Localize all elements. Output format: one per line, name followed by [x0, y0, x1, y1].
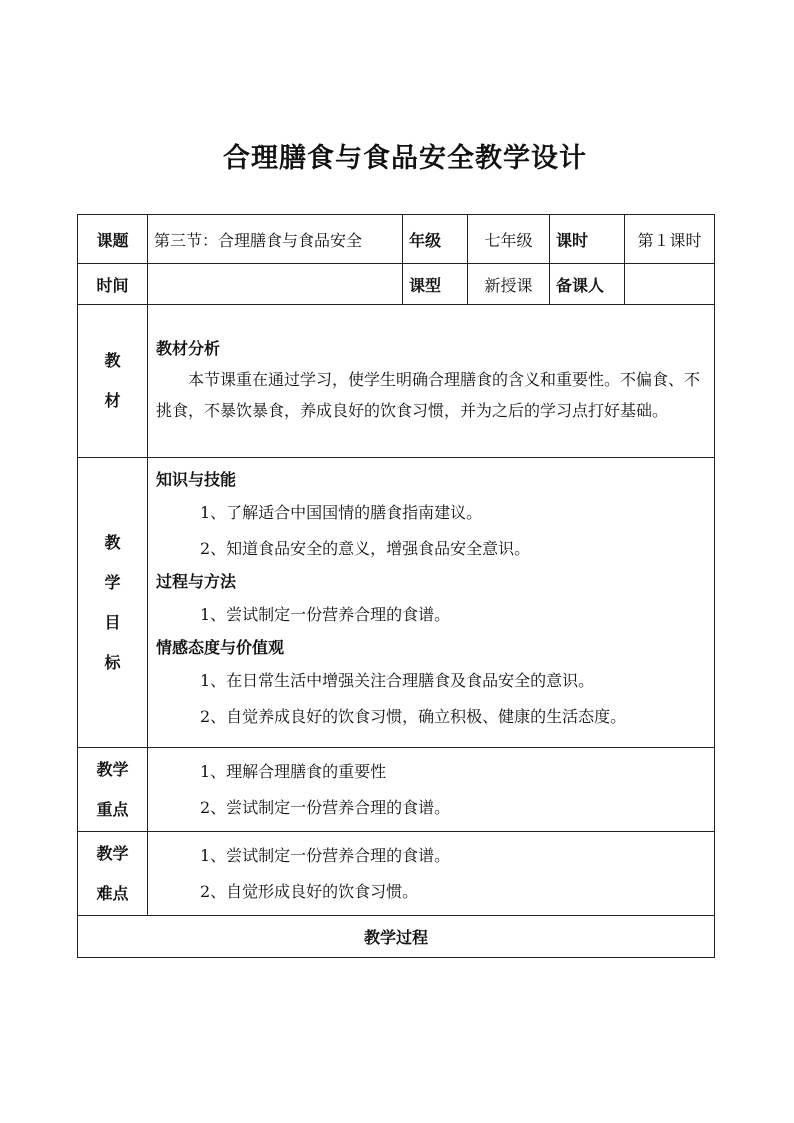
- key-point-item: 2、尝试制定一份营养合理的食谱。: [200, 797, 451, 817]
- key-points-label-line: 教学: [96, 759, 129, 779]
- header-row-1: [78, 215, 715, 264]
- process-row: [78, 916, 715, 958]
- lesson-plan-table: [77, 214, 715, 958]
- type-label: 课型: [403, 264, 468, 305]
- difficulties-content: [148, 832, 715, 916]
- objective-item: 2、自觉养成良好的饮食习惯，确立积极、健康的生活态度。: [200, 706, 627, 726]
- material-label: [78, 305, 148, 458]
- preparer-label: 备课人: [550, 264, 625, 305]
- objective-item: 1、了解适合中国国情的膳食指南建议。: [200, 502, 483, 522]
- objectives-row: [78, 458, 715, 748]
- objective-item: 2、知道食品安全的意义，增强食品安全意识。: [200, 538, 531, 558]
- objective-item: 1、在日常生活中增强关注合理膳食及食品安全的意识。: [200, 670, 595, 690]
- topic-value: 第三节：合理膳食与食品安全: [148, 215, 403, 264]
- objectives-label-char: 学: [104, 572, 121, 592]
- grade-value: 七年级: [468, 215, 550, 264]
- objectives-label-char: 标: [104, 652, 121, 672]
- material-label-char: 材: [104, 391, 121, 410]
- objectives-label: [78, 458, 148, 748]
- key-points-label-line: 重点: [96, 799, 129, 819]
- material-content: [148, 305, 715, 458]
- difficulties-row: [78, 832, 715, 916]
- period-value: 第１课时: [625, 215, 715, 264]
- type-value: 新授课: [468, 264, 550, 305]
- grade-label: 年级: [403, 215, 468, 264]
- key-points-row: [78, 748, 715, 832]
- process-method-heading: 过程与方法: [156, 571, 237, 591]
- period-label: 课时: [550, 215, 625, 264]
- material-row: [78, 305, 715, 458]
- difficulties-label: [78, 832, 148, 916]
- material-label-char: 教: [104, 351, 121, 370]
- key-points-label: [78, 748, 148, 832]
- preparer-value: [625, 264, 715, 305]
- emotion-values-heading: 情感态度与价值观: [156, 637, 285, 657]
- key-point-item: 1、理解合理膳食的重要性: [200, 761, 387, 781]
- page-title: 合理膳食与食品安全教学设计: [223, 143, 587, 174]
- key-points-content: [148, 748, 715, 832]
- material-text: 本节课重在通过学习，使学生明确合理膳食的含义和重要性。不偏食、不挑食，不暴饮暴食，养成良好的饮食习惯，并为之后的学习点打好基础。: [156, 370, 701, 420]
- time-value: [148, 264, 403, 305]
- process-label: 教学过程: [78, 916, 715, 958]
- topic-label: 课题: [78, 215, 148, 264]
- material-heading: 教材分析: [156, 339, 221, 358]
- time-label: 时间: [78, 264, 148, 305]
- difficulties-label-line: 教学: [96, 843, 129, 863]
- knowledge-heading: 知识与技能: [156, 469, 237, 489]
- objectives-label-char: 目: [104, 612, 121, 632]
- difficulties-label-line: 难点: [96, 883, 129, 903]
- objectives-content: [148, 458, 715, 748]
- difficulty-item: 2、自觉形成良好的饮食习惯。: [200, 881, 419, 901]
- objectives-label-char: 教: [104, 532, 121, 552]
- difficulty-item: 1、尝试制定一份营养合理的食谱。: [200, 845, 451, 865]
- header-row-2: [78, 264, 715, 305]
- objective-item: 1、尝试制定一份营养合理的食谱。: [200, 604, 451, 624]
